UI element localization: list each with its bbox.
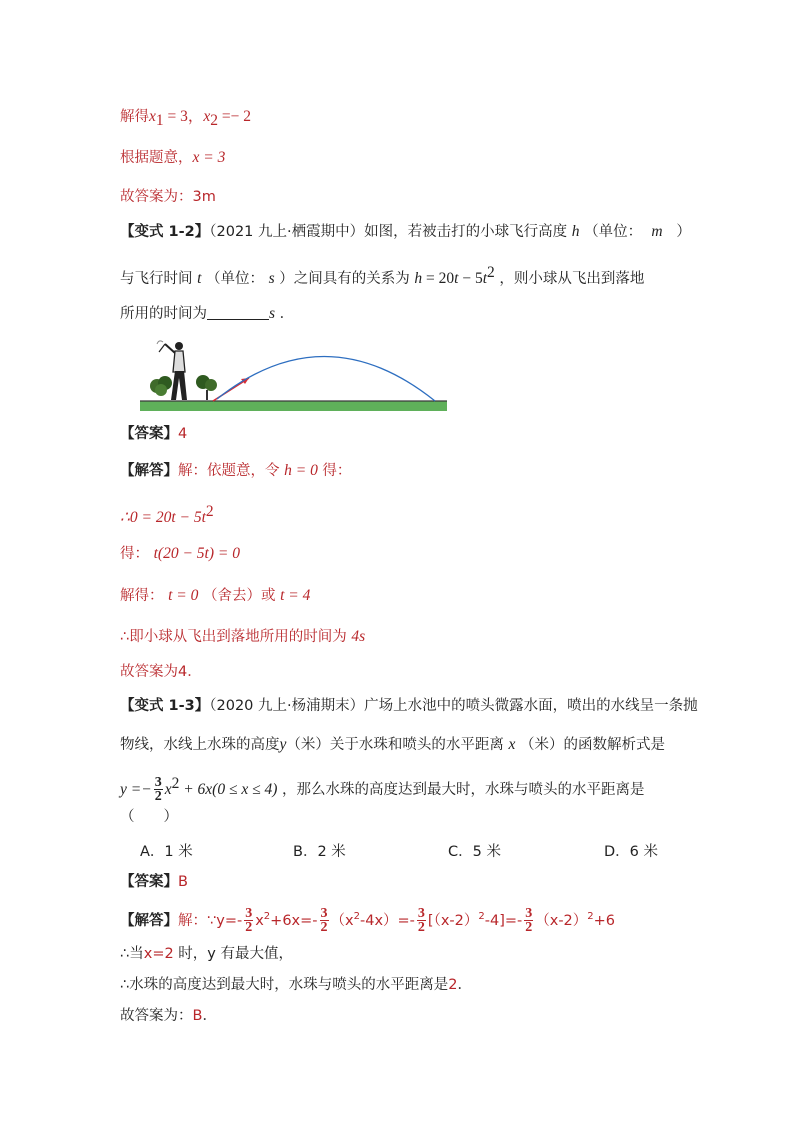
denominator: 2 [417,920,425,936]
text: 故答案为： [120,189,193,205]
question-1-3-line2 [120,735,665,755]
text: （2020 九上·杨浦期末）广场上水池中的喷头微露水面，喷出的水线呈一条抛 [209,698,698,714]
text: 解：依题意，令 [178,463,285,479]
math-x2: x [203,108,211,125]
math: y =− [120,780,152,798]
math: ∴0 = 20t − 5t [120,508,206,526]
question-1-2-line1 [120,222,691,242]
denominator: 2 [245,920,253,936]
answer-conclusion-1-2 [120,662,202,682]
text: （ ） [120,809,178,825]
math: t(20 − 5t) = 0 [153,545,240,562]
math: +6x=- [270,912,318,929]
solution-1-3-line2 [120,944,293,964]
math: s [269,305,276,322]
answer-value: 4 [178,664,188,680]
numerator: 3 [154,775,162,791]
math: + 6x(0 ≤ x ≤ 4) [179,780,278,798]
question-1-3-line4 [120,807,178,827]
math: x [164,780,172,798]
question-1-2-line3 [120,304,294,324]
solution-1-2-line1 [120,461,351,481]
math: s [268,269,275,287]
numerator: 3 [245,906,253,922]
flight-path [217,356,435,401]
math-sup: 2 [587,911,594,922]
fraction [244,907,253,934]
text: 故答案为 [120,664,178,680]
grass-strip [140,401,447,411]
numerator: 3 [320,906,328,922]
text: （舍去）或 [198,588,281,604]
text: （米）关于水珠和喷头的水平距离 [286,737,509,753]
text: ∴当 [120,946,144,962]
math: y=- [216,912,243,929]
text: 根据题意， [120,150,193,166]
solution-1-2-line3 [120,544,240,564]
answer-1-3 [120,872,188,892]
text: 物线，水线上水珠的高度 [120,737,280,753]
text: ）之间具有的关系为 [274,270,415,287]
answer-value: 4 [178,426,188,442]
text: 得： [120,546,149,562]
solution-tag: 【解答】 [120,463,178,479]
solution-1-3-line1 [120,907,615,934]
text: ． [202,1008,217,1024]
solution-line-result [120,148,225,168]
text: ． [187,664,202,680]
answer-value: 3m [192,189,216,205]
denominator: 2 [525,920,533,936]
denominator: 2 [154,789,162,805]
text: ，则小球从飞出到落地 [494,270,645,287]
fraction [320,907,329,934]
answer-1-2 [120,424,187,444]
math: y [279,736,287,753]
solution-tag: 【解答】 [120,912,178,929]
math-sup: 2 [487,264,495,281]
math: t [482,269,488,287]
math-sup: 2 [478,911,485,922]
math: h [414,269,423,287]
option-c[interactable]: C．5 米 [448,844,501,860]
answer-line [120,187,216,207]
math: h [571,223,580,240]
math: +6 [593,912,616,929]
math-eq: =− 2 [218,108,252,125]
solution-line-roots [120,107,251,131]
fraction [417,907,426,934]
math: t [197,269,202,287]
text: ） [671,224,691,240]
text: 时，y 有最大值， [173,946,294,962]
math-sup: 2 [263,911,271,922]
text: ． [275,306,295,322]
text: ． [457,977,472,993]
option-a[interactable]: A．1 米 [140,844,193,860]
math: x=2 [143,946,174,962]
math: x [255,912,264,929]
solution-label: 解得 [120,109,149,125]
answer-tag: 【答案】 [120,426,178,442]
solution-1-3-line3 [120,975,472,995]
text: 解得： [120,588,164,604]
math: m [651,223,663,240]
math: t [454,269,459,287]
solution-1-3-line4 [120,1006,217,1026]
question-1-3-line3 [120,774,645,803]
math: -4]=- [484,912,523,929]
math-sup: 2 [171,775,180,792]
text: （单位： [201,270,265,287]
math: 4s [351,628,366,645]
golf-illustration [135,338,451,414]
bush-icon [196,375,217,400]
answer-blank [207,305,269,320]
text: 解：∵ [178,912,217,929]
math: h = 0 [284,462,318,479]
answer-value: B [178,874,188,890]
question-tag: 【变式 1-3】 [120,698,210,714]
text: ∴即小球从飞出到落地所用的时间为 [120,629,352,645]
math: [（x-2） [427,912,479,929]
solution-1-2-line4 [120,586,310,606]
fraction [524,907,533,934]
math-sub: 2 [210,111,219,129]
answer-tag: 【答案】 [120,874,178,890]
question-1-3-line1 [120,696,698,716]
text: 故答案为： [120,1008,193,1024]
text: 所用的时间为 [120,306,207,322]
text: （2021 九上·栖霞期中）如图，若被击打的小球飞行高度 [209,224,572,240]
math: t = 4 [280,587,311,604]
math: （x [330,912,354,929]
math: = 20 [422,269,455,287]
math: t = 0 [168,587,199,604]
bush-icon [150,376,172,396]
option-d[interactable]: D．6 米 [604,844,658,860]
math: x = 3 [192,149,226,166]
fraction [154,776,163,803]
math: x [508,736,516,753]
text: （米）的函数解析式是 [515,737,665,753]
math-eq: = 3， [163,108,204,125]
math-x1: x [149,108,156,125]
numerator: 3 [417,906,425,922]
answer-value: B [192,1008,203,1024]
option-b[interactable]: B．2 米 [293,844,346,860]
solution-1-2-line2 [120,502,214,528]
math-sup: 2 [205,503,214,520]
math-sup: 2 [353,911,360,922]
denominator: 2 [320,920,328,936]
math-sub: 1 [155,111,164,129]
question-tag: 【变式 1-2】 [120,224,210,240]
math: − 5 [458,269,483,287]
math: 2 [448,977,458,993]
math: （x-2） [535,912,588,929]
text: （单位： [579,224,643,240]
solution-1-2-line5 [120,627,365,647]
text: 与飞行时间 [120,270,198,287]
question-1-2-line2 [120,263,644,289]
text: ∴水珠的高度达到最大时，水珠与喷头的水平距离是 [120,977,449,993]
math: -4x）=- [359,912,415,929]
text: 得： [317,463,352,479]
numerator: 3 [525,906,533,922]
text: ，那么水珠的高度达到最大时，水珠与喷头的水平距离是 [277,781,645,798]
